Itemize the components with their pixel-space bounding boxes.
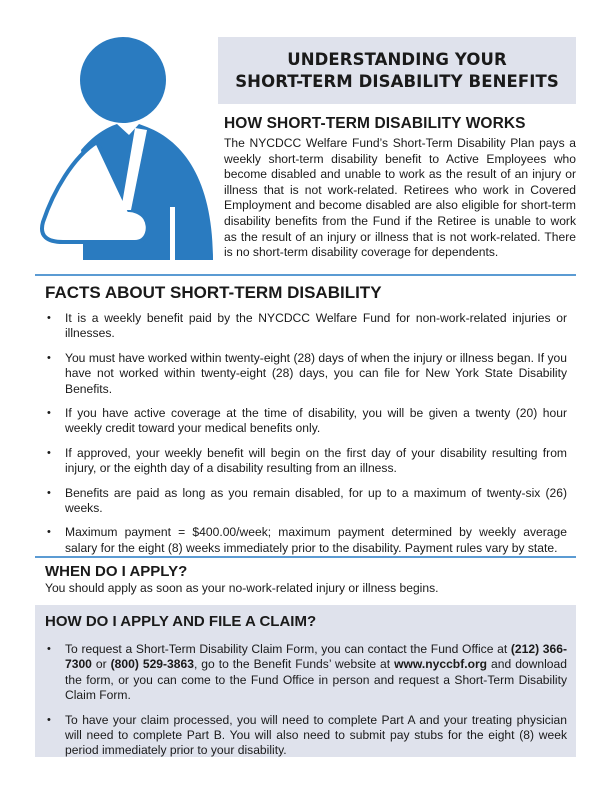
when-body: You should apply as soon as your no-work-related injury or illness begins. — [45, 581, 439, 595]
list-item — [45, 642, 567, 704]
list-item — [45, 406, 567, 437]
title-line-2: SHORT-TERM DISABILITY BENEFITS — [235, 71, 559, 91]
bullet-icon: • — [47, 486, 51, 499]
claim-text: To request a Short-Term Disability Claim Form, you can contact the Fund Office at — [65, 642, 511, 656]
phone-number-1[interactable]: (212) 366-7300 — [65, 642, 567, 672]
how-it-works-heading: HOW SHORT-TERM DISABILITY WORKS — [224, 115, 526, 132]
facts-heading: FACTS ABOUT SHORT-TERM DISABILITY — [45, 283, 382, 302]
bullet-icon: • — [47, 643, 51, 655]
bullet-icon: • — [47, 446, 51, 459]
person-with-arm-sling-icon — [35, 32, 215, 260]
bullet-icon: • — [47, 526, 51, 539]
list-item — [45, 311, 567, 342]
claim-list — [45, 642, 567, 759]
claim-text: or — [91, 657, 111, 672]
when-heading: WHEN DO I APPLY? — [45, 563, 188, 580]
list-item — [45, 351, 567, 397]
claim-text: and download the form, or you can come to the Fund Office in person and request a Short-Term Disability Claim Form. — [65, 657, 567, 703]
bullet-icon: • — [47, 312, 51, 324]
list-item — [45, 525, 567, 556]
title-banner — [218, 37, 576, 104]
claim-text: , go to the Benefit Funds’ website at — [193, 657, 395, 672]
claim-heading: HOW DO I APPLY AND FILE A CLAIM? — [45, 613, 317, 630]
list-item — [45, 486, 567, 517]
section-divider — [35, 274, 576, 276]
title-line-1: UNDERSTANDING YOUR — [287, 49, 507, 69]
list-item-text: To have your claim processed, you will need to complete Part A and your treating physician will need to complete Part B. You will also need to submit pay stubs for the eight (8) week period immediately prior to your disability. — [65, 712, 567, 758]
facts-section — [45, 283, 567, 565]
when-to-apply-section — [45, 563, 567, 595]
list-item-text: Maximum payment = $400.00/week; maximum payment determined by weekly average salary for the eight (8) weeks immediately prior to the disability. Payment rules vary by state. — [65, 525, 567, 555]
list-item-text: You must have worked within twenty-eight (28) days of when the injury or illness began. If you have not worked within twenty-eight (28) days, you can file for New York State Disability Benefits. — [65, 350, 567, 396]
list-item-text: Benefits are paid as long as you remain disabled, for up to a maximum of twenty-six (26) weeks. — [65, 485, 567, 516]
bullet-icon: • — [47, 713, 51, 726]
website-link[interactable]: www.nyccbf.org — [394, 657, 488, 672]
bullet-icon: • — [47, 407, 51, 420]
section-divider — [35, 556, 576, 558]
list-item-text: It is a weekly benefit paid by the NYCDCC Welfare Fund for non-work-related injuries or illnesses. — [65, 311, 567, 341]
bullet-icon: • — [47, 351, 51, 364]
phone-number-2[interactable]: (800) 529-3863 — [110, 657, 194, 672]
list-item-text: If you have active coverage at the time of disability, you will be given a twenty (20) hour weekly credit toward your medical benefits only. — [65, 406, 567, 436]
file-claim-section — [35, 605, 576, 757]
list-item-text: If approved, your weekly benefit will begin on the first day of your disability resulting from injury, or the eighth day of a disability resulting from an illness. — [65, 445, 567, 476]
how-it-works-body: The NYCDCC Welfare Fund’s Short-Term Disability Plan pays a weekly short-term disability benefit to Active Employees who become disabled and unable to work as the result of an injury or illness that is not work-related. Retirees who work in Covered Employment and become disabled are also eligible for short-term disability benefits from the Fund if the Retiree is unable to work as the result of an injury or illness that is not work-related. There is no short-term disability coverage for dependents. — [224, 136, 576, 260]
list-item — [45, 446, 567, 477]
facts-list — [45, 311, 567, 556]
list-item — [45, 713, 567, 759]
how-it-works-section — [224, 115, 576, 261]
